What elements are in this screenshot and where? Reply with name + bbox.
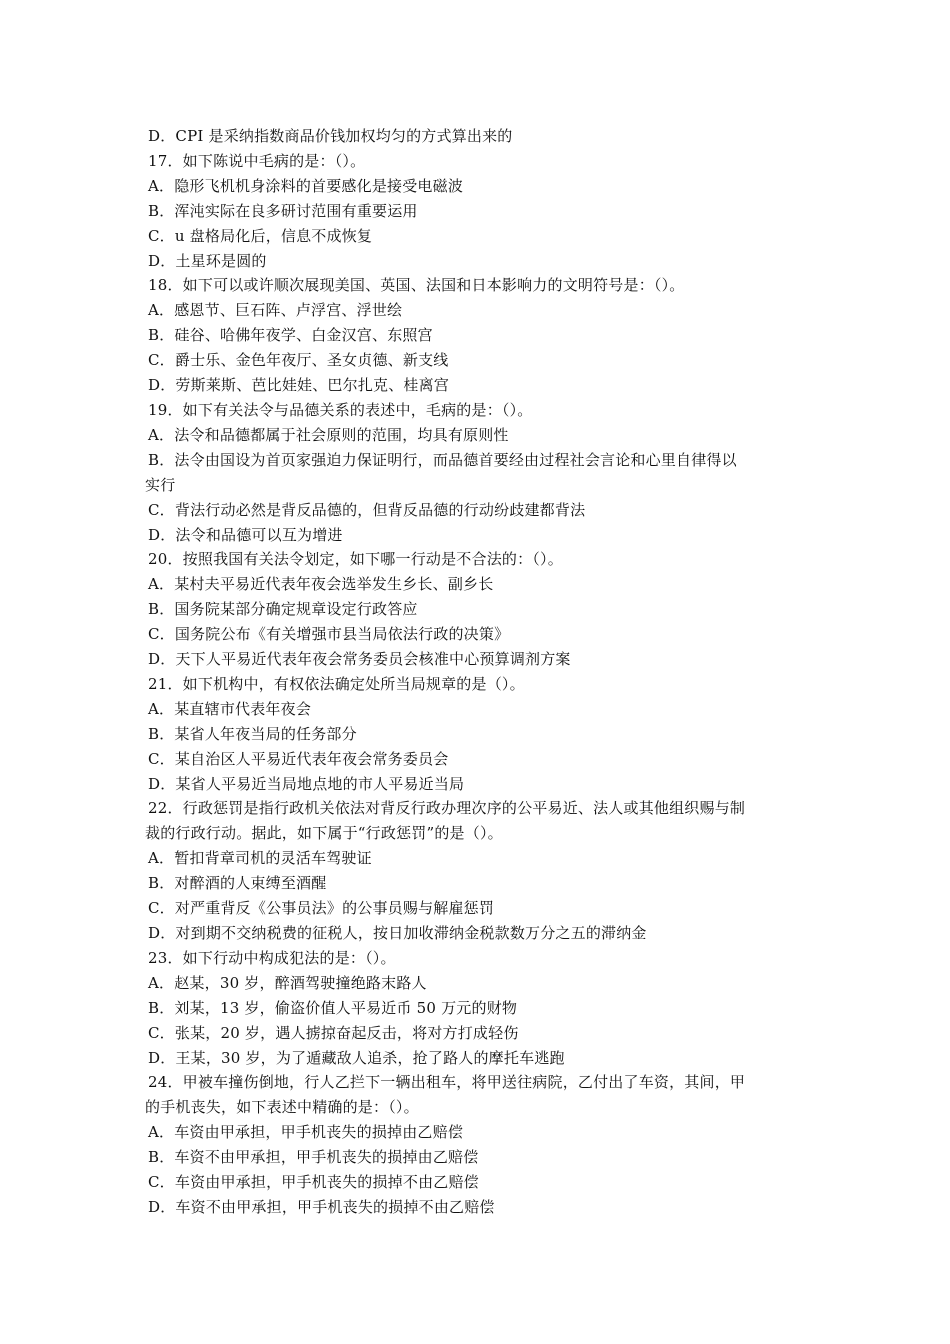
answer-option: B．国务院某部分确定规章设定行政答应 bbox=[148, 600, 418, 619]
answer-option: D．王某，30 岁，为了遁藏敌人追杀，抢了路人的摩托车逃跑 bbox=[148, 1048, 565, 1067]
answer-option: B．对醉酒的人束缚至酒醒 bbox=[148, 874, 327, 893]
answer-option: D．某省人平易近当局地点地的市人平易近当局 bbox=[148, 774, 465, 793]
answer-option: D．土星环是圆的 bbox=[148, 251, 267, 270]
answer-option: C．爵士乐、金色年夜厅、圣女贞德、新支线 bbox=[148, 351, 449, 370]
question-stem: 17．如下陈说中毛病的是：（）。 bbox=[148, 151, 366, 170]
answer-option: A．法令和品德都属于社会原则的范围，均具有原则性 bbox=[148, 425, 509, 444]
text-continuation: 的手机丧失，如下表述中精确的是：（）。 bbox=[145, 1098, 419, 1117]
question-stem: 24．甲被车撞伤倒地，行人乙拦下一辆出租车，将甲送往病院，乙付出了车资，其间，甲 bbox=[148, 1073, 746, 1092]
answer-option: A．某村夫平易近代表年夜会选举发生乡长、副乡长 bbox=[148, 575, 494, 594]
answer-option: B．刘某，13 岁，偷盗价值人平易近币 50 万元的财物 bbox=[148, 998, 518, 1017]
answer-option: D．CPI 是采纳指数商品价钱加权均匀的方式算出来的 bbox=[148, 127, 513, 145]
answer-option: C．车资由甲承担，甲手机丧失的损掉不由乙赔偿 bbox=[148, 1173, 479, 1192]
answer-option: A．某直辖市代表年夜会 bbox=[148, 699, 312, 718]
answer-option: A．车资由甲承担，甲手机丧失的损掉由乙赔偿 bbox=[148, 1123, 464, 1142]
answer-option: D．劳斯莱斯、芭比娃娃、巴尔扎克、桂离宫 bbox=[148, 376, 450, 395]
answer-option: A．隐形飞机机身涂料的首要感化是接受电磁波 bbox=[148, 176, 464, 195]
answer-option: D．天下人平易近代表年夜会常务委员会核准中心预算调剂方案 bbox=[148, 650, 571, 669]
question-stem: 22．行政惩罚是指行政机关依法对背反行政办理次序的公平易近、法人或其他组织赐与制 bbox=[148, 799, 746, 818]
answer-option: A．感恩节、巨石阵、卢浮宫、浮世绘 bbox=[148, 301, 403, 320]
answer-option: A．赵某，30 岁，醉酒驾驶撞绝路末路人 bbox=[148, 973, 427, 992]
question-stem: 23．如下行动中构成犯法的是：（）。 bbox=[148, 948, 396, 967]
answer-option: B．车资不由甲承担，甲手机丧失的损掉由乙赔偿 bbox=[148, 1148, 479, 1167]
answer-option: D．法令和品德可以互为增进 bbox=[148, 525, 343, 544]
answer-option: C．背法行动必然是背反品德的，但背反品德的行动纷歧建都背法 bbox=[148, 500, 586, 519]
question-stem: 19．如下有关法令与品德关系的表述中，毛病的是：（）。 bbox=[148, 400, 533, 419]
answer-option: B．某省人年夜当局的任务部分 bbox=[148, 724, 357, 743]
question-stem: 18．如下可以或许顺次展现美国、英国、法国和日本影响力的文明符号是：（）。 bbox=[148, 276, 685, 295]
text-continuation: 实行 bbox=[145, 475, 176, 494]
text-continuation: 裁的行政行动。据此，如下属于“行政惩罚”的是（）。 bbox=[145, 824, 503, 843]
answer-option: B．浑沌实际在良多研讨范围有重要运用 bbox=[148, 201, 418, 220]
answer-option: B．硅谷、哈佛年夜学、白金汉宫、东照宫 bbox=[148, 326, 433, 345]
question-stem: 21．如下机构中，有权依法确定处所当局规章的是（）。 bbox=[148, 674, 525, 693]
answer-option: C．张某，20 岁，遇人掳掠奋起反击，将对方打成轻伤 bbox=[148, 1023, 519, 1042]
answer-option: C．u 盘格局化后，信息不成恢复 bbox=[148, 226, 373, 245]
answer-option: B．法令由国设为首页家强迫力保证明行，而品德首要经由过程社会言论和心里自律得以 bbox=[148, 450, 737, 469]
question-stem: 20．按照我国有关法令划定，如下哪一行动是不合法的：（）。 bbox=[148, 550, 563, 569]
answer-option: C．对严重背反《公事员法》的公事员赐与解雇惩罚 bbox=[148, 899, 495, 918]
answer-option: D．车资不由甲承担，甲手机丧失的损掉不由乙赔偿 bbox=[148, 1197, 495, 1216]
answer-option: C．某自治区人平易近代表年夜会常务委员会 bbox=[148, 749, 449, 768]
answer-option: C．国务院公布《有关增强市县当局依法行政的决策》 bbox=[148, 625, 510, 644]
document-body bbox=[145, 124, 810, 1220]
answer-option: A．暂扣背章司机的灵活车驾驶证 bbox=[148, 849, 372, 868]
answer-option: D．对到期不交纳税费的征税人，按日加收滞纳金税款数万分之五的滞纳金 bbox=[148, 924, 647, 942]
